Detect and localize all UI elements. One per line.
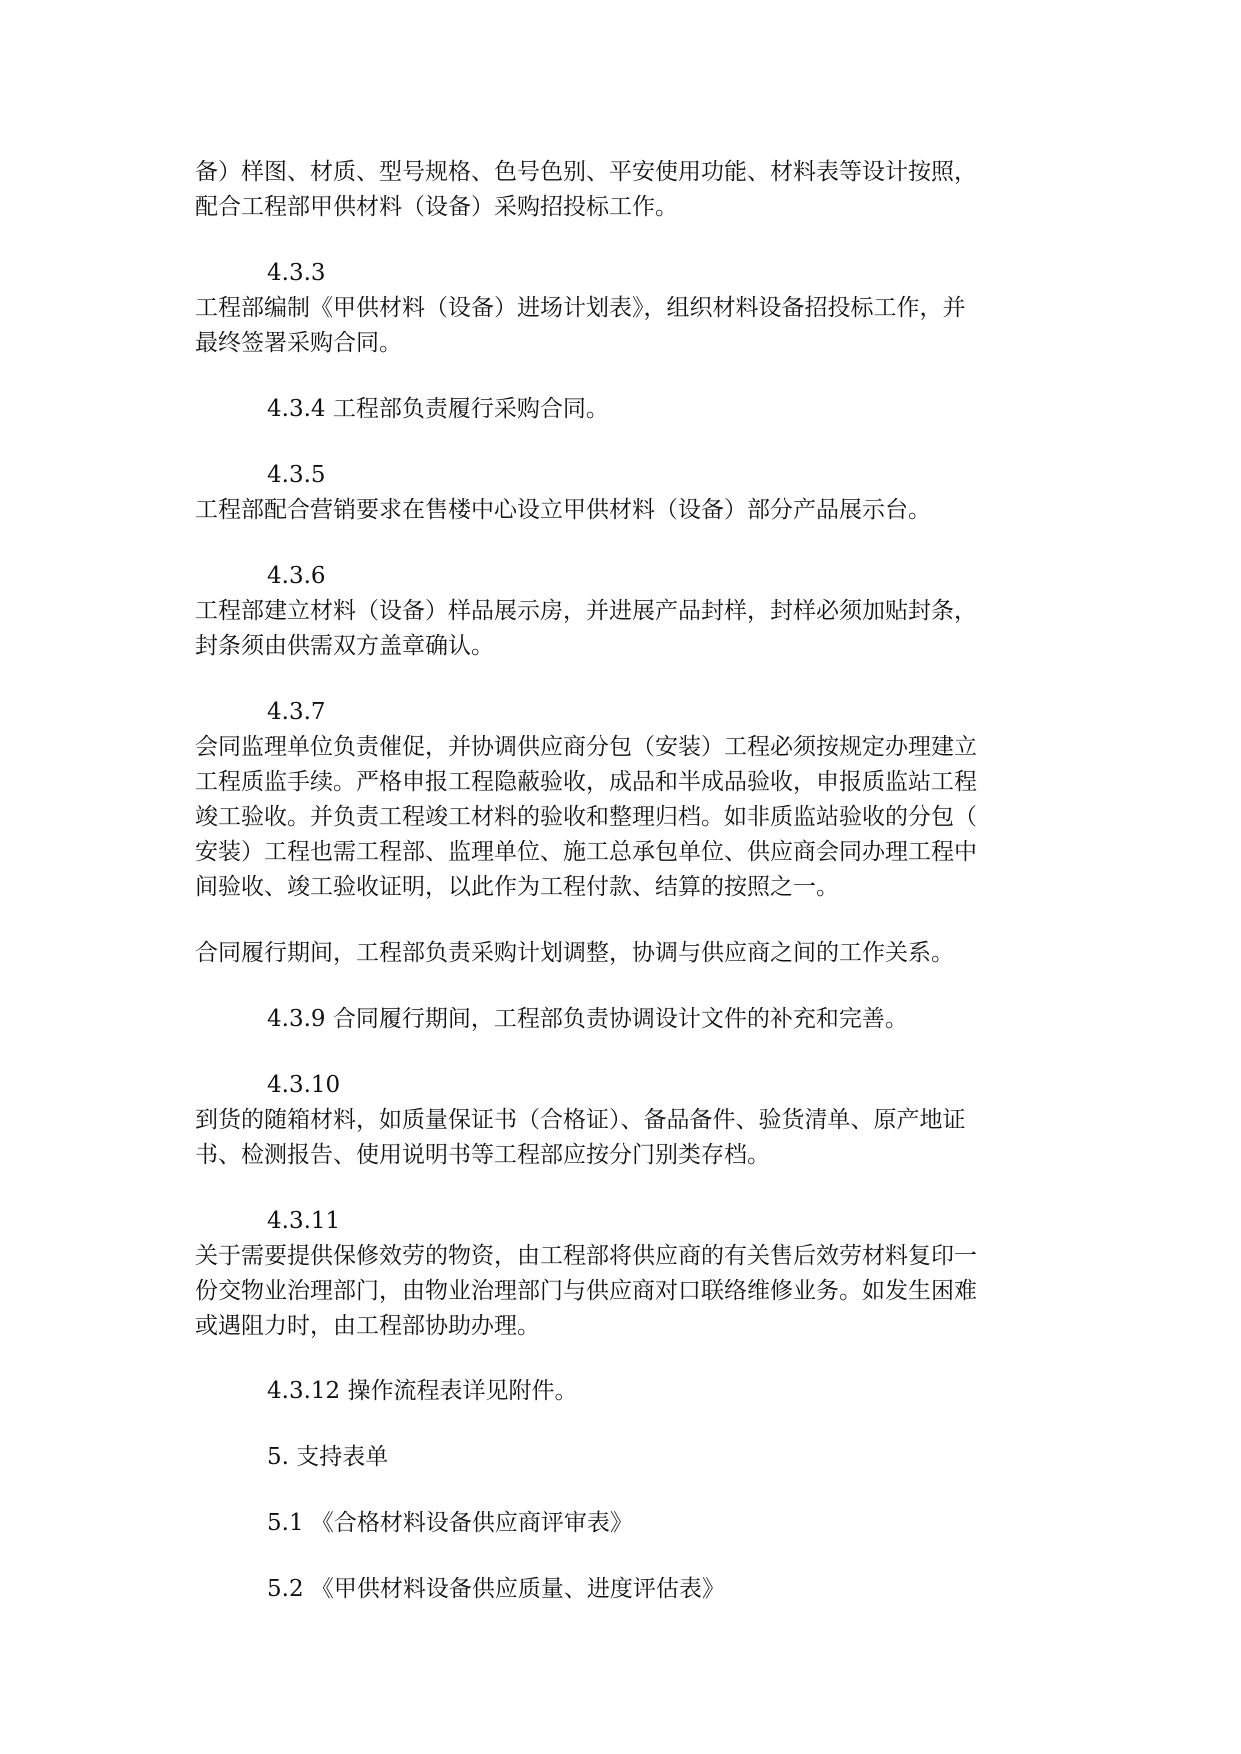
clause-4-3-3	[195, 256, 1055, 361]
paragraph-continuation	[195, 155, 1055, 225]
item-5-1	[195, 1506, 1055, 1541]
text-line: 5.2 《甲供材料设备供应质量、进度评估表》	[267, 1576, 725, 1602]
text-line: 工程部配合营销要求在售楼中心设立甲供材料（设备）部分产品展示台。	[195, 497, 931, 523]
text-line: 安装）工程也需工程部、监理单位、施工总承包单位、供应商会同办理工程中	[195, 839, 977, 865]
clause-number: 4.3.10	[267, 1072, 341, 1098]
text-line: 备）样图、材质、型号规格、色号色别、平安使用功能、材料表等设计按照，	[195, 159, 977, 185]
clause-number: 4.3.3	[267, 260, 326, 286]
text-line: 配合工程部甲供材料（设备）采购招投标工作。	[195, 194, 678, 220]
text-line: 封条须由供需双方盖章确认。	[195, 633, 494, 659]
clause-4-3-5	[195, 458, 1055, 528]
text-line: 或遇阻力时，由工程部协助办理。	[195, 1313, 540, 1339]
clause-4-3-9	[195, 1002, 1055, 1037]
text-line: 间验收、竣工验收证明，以此作为工程付款、结算的按照之一。	[195, 874, 839, 900]
text-line: 份交物业治理部门，由物业治理部门与供应商对口联络维修业务。如发生困难	[195, 1278, 977, 1304]
text-line: 最终签署采购合同。	[195, 330, 402, 356]
text-line: 工程质监手续。严格申报工程隐蔽验收，成品和半成品验收，申报质监站工程	[195, 769, 977, 795]
clause-4-3-11	[195, 1204, 1055, 1344]
clause-number: 4.3.11	[267, 1208, 341, 1234]
text-line: 4.3.12 操作流程表详见附件。	[267, 1378, 578, 1404]
text-line: 书、检测报告、使用说明书等工程部应按分门别类存档。	[195, 1142, 770, 1168]
text-line: 合同履行期间，工程部负责采购计划调整，协调与供应商之间的工作关系。	[195, 940, 954, 966]
text-line: 5.1 《合格材料设备供应商评审表》	[267, 1510, 633, 1536]
text-line: 关于需要提供保修效劳的物资，由工程部将供应商的有关售后效劳材料复印一	[195, 1243, 977, 1269]
text-line: 4.3.4 工程部负责履行采购合同。	[267, 396, 609, 422]
clause-4-3-6	[195, 559, 1055, 664]
clause-number: 4.3.6	[267, 563, 326, 589]
clause-4-3-8-text	[195, 936, 1055, 971]
clause-4-3-4	[195, 392, 1055, 427]
item-5-2	[195, 1572, 1055, 1607]
clause-4-3-10	[195, 1068, 1055, 1173]
section-5-heading	[195, 1440, 1055, 1475]
clause-number: 4.3.5	[267, 462, 326, 488]
text-line: 竣工验收。并负责工程竣工材料的验收和整理归档。如非质监站验收的分包（	[195, 804, 977, 830]
clause-number: 4.3.7	[267, 699, 326, 725]
clause-4-3-7	[195, 695, 1055, 905]
text-line: 到货的随箱材料，如质量保证书（合格证）、备品备件、验货清单、原产地证	[195, 1107, 966, 1133]
clause-4-3-12	[195, 1374, 1055, 1409]
text-line: 4.3.9 合同履行期间，工程部负责协调设计文件的补充和完善。	[267, 1006, 908, 1032]
text-line: 会同监理单位负责催促，并协调供应商分包（安装）工程必须按规定办理建立	[195, 734, 977, 760]
section-heading: 5. 支持表单	[267, 1444, 389, 1470]
text-line: 工程部编制《甲供材料（设备）进场计划表》，组织材料设备招投标工作，并	[195, 295, 966, 321]
text-line: 工程部建立材料（设备）样品展示房，并进展产品封样，封样必须加贴封条，	[195, 598, 977, 624]
